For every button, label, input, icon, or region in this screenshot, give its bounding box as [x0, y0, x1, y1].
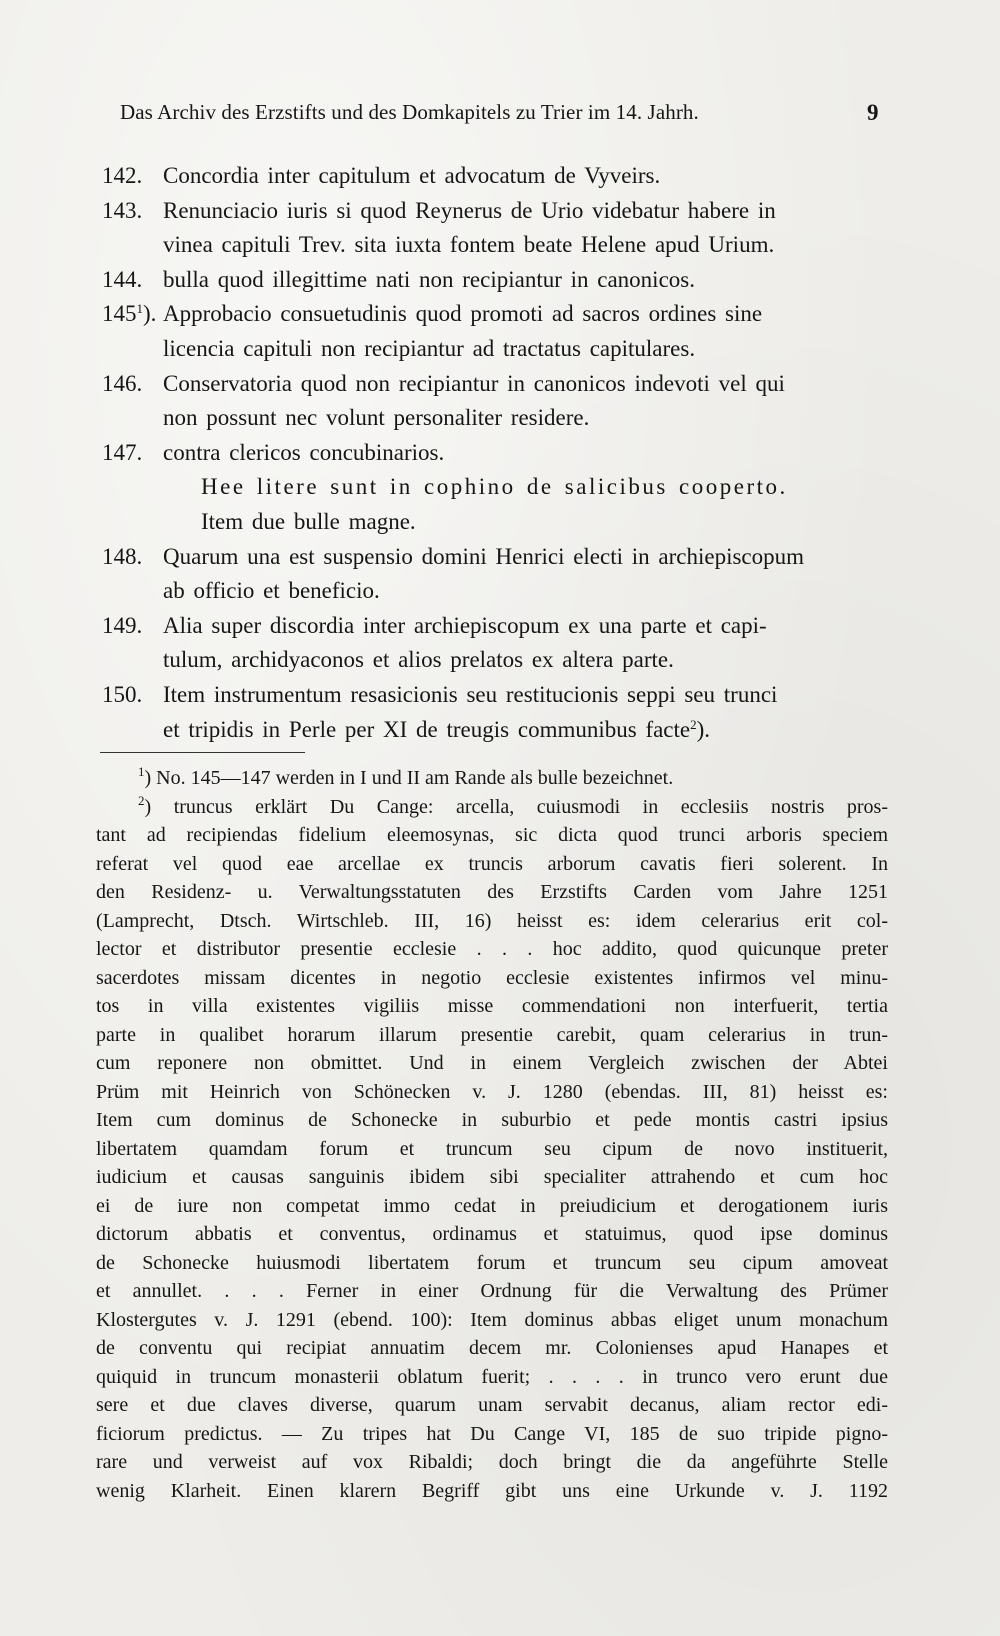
running-head-title: Das Archiv des Erzstifts und des Domkapitels zu Trier im 14. Jahrh. [120, 100, 699, 124]
entry-149-cont [102, 643, 892, 678]
footnote-text: truncus erklärt Du Cange: arcella, cuiusmodi in ecclesiis nostris pros- [173, 795, 888, 818]
entry-150-cont [102, 713, 892, 748]
entry-text: Alia super discordia inter archiepiscopum ex una parte et capi- [163, 612, 767, 638]
footnote-line: tant ad recipiendas fidelium eleemosynas, sic dicta quod trunci arboris speciem [96, 824, 888, 846]
entry-number [102, 297, 156, 332]
entry-text: Conservatoria quod non recipiantur in canonicos indevoti vel qui [163, 370, 785, 396]
footnote-line: de conventu qui recipiat annuatim decem mr. Colonienses apud Hanapes et [96, 1337, 888, 1359]
entry-text [163, 713, 710, 748]
entry-146-cont [102, 401, 892, 436]
note-text: Hee litere sunt in cophino de salicibus cooperto. [201, 474, 788, 500]
entry-number: 143. [102, 197, 143, 223]
entry-148-cont [102, 574, 892, 609]
entry-number: 147. [102, 439, 143, 465]
entry-number: 142. [102, 163, 143, 188]
entry-text-suffix: ). [696, 716, 711, 742]
footnote-line: referat vel quod eae arcellae ex truncis arborum cavatis fieri solerent. In [96, 852, 888, 875]
entry-text-main: et tripidis in Perle per XI de treugis communibus facte [163, 716, 691, 742]
entry-number: 150. [102, 681, 143, 707]
entry-142 [102, 159, 892, 194]
note-text: Item due bulle magne. [201, 508, 416, 534]
footnote-line: iudicium et causas sanguinis ibidem sibi specialiter attrahendo et cum hoc [96, 1166, 888, 1188]
footnote-line: dictorum abbatis et conventus, ordinamus et statuimus, quod ipse dominus [96, 1223, 888, 1245]
entry-145-cont [102, 332, 892, 367]
entry-text: Item instrumentum resasicionis seu restitucionis seppi seu trunci [163, 681, 778, 707]
page-number: 9 [867, 100, 879, 125]
entry-text: tulum, archidyaconos et alios prelatos ex altera parte. [163, 647, 674, 673]
footnote-separator [100, 752, 305, 753]
footnote-line: tos in villa existentes vigiliis misse commendationi non interfuerit, tertia [96, 995, 888, 1017]
entry-text: Concordia inter capitulum et advocatum de Vyveirs. [163, 163, 661, 188]
entry-text: bulla quod illegittime nati non recipiantur in canonicos. [163, 266, 695, 292]
footnote-line: den Residenz- u. Verwaltungsstatuten des Erzstifts Carden vom Jahre 1251 [96, 881, 888, 903]
footnote-line: wenig Klarheit. Einen klarern Begriff gibt uns eine Urkunde v. J. 1192 [96, 1479, 888, 1502]
footnote-ref[interactable]: 2 [690, 716, 697, 732]
entry-text: vinea capituli Trev. sita iuxta fontem beate Helene apud Urium. [163, 232, 775, 258]
footnote-line: (Lamprecht, Dtsch. Wirtschleb. III, 16) heisst es: idem celerarius erit col- [96, 909, 888, 932]
footnote-marker-paren: ) [144, 767, 157, 789]
entry-text: non possunt nec volunt personaliter residere. [163, 405, 590, 431]
entry-147 [102, 436, 892, 471]
entry-text: ab officio et beneficio. [163, 578, 380, 604]
footnote-marker-paren: ) [144, 795, 174, 818]
entry-number-value: 145 [102, 301, 137, 327]
footnote-line: Prüm mit Heinrich von Schönecken v. J. 1280 (ebendas. III, 81) heisst es: [96, 1080, 888, 1103]
footnote-line: libertatem quamdam forum et truncum seu cipum de novo instituerit, [96, 1137, 888, 1160]
entry-146 [102, 367, 892, 402]
footnote-marker: 1 [138, 764, 145, 779]
entry-number: 149. [102, 612, 143, 638]
footnote-line: sacerdotes missam dicentes in negotio ecclesie existentes infirmos vel minu- [96, 966, 888, 989]
entry-143 [102, 194, 892, 229]
entry-145 [102, 297, 892, 332]
entry-number: 146. [102, 370, 143, 396]
footnote-line: Item cum dominus de Schonecke in suburbio et pede montis castri ipsius [96, 1109, 888, 1131]
footnote-line: rare und verweist auf vox Ribaldi; doch bringt die da angeführte Stelle [96, 1451, 888, 1473]
container-note [102, 470, 892, 505]
entry-150 [102, 678, 892, 713]
entry-number-suffix: ). [143, 301, 157, 327]
footnote-text: No. 145—147 werden in I und II am Rande als bulle bezeichnet. [156, 767, 674, 789]
entry-text: Approbacio consuetudinis quod promoti ad sacros ordines sine [163, 301, 763, 327]
entry-number: 148. [102, 543, 143, 569]
entry-text: Renunciacio iuris si quod Reynerus de Urio videbatur habere in [163, 197, 776, 223]
footnote-line: ei de iure non competat immo cedat in preiudicium et derogationem iuris [96, 1194, 888, 1217]
entry-text: Quarum una est suspensio domini Henrici electi in archiepiscopum [163, 543, 805, 569]
footnote-line: et annullet. . . . Ferner in einer Ordnung für die Verwaltung des Prümer [96, 1280, 888, 1302]
entry-text: contra clericos concubinarios. [163, 439, 445, 465]
footnote-ref[interactable]: 1 [136, 301, 143, 317]
footnote-2 [96, 793, 888, 822]
footnote-marker: 2 [138, 792, 145, 808]
entry-144 [102, 263, 892, 298]
footnote-line: ficiorum predictus. — Zu tripes hat Du Cange VI, 185 de suo tripide pigno- [96, 1422, 888, 1445]
footnote-line: quiquid in truncum monasterii oblatum fuerit; . . . . in trunco vero erunt due [96, 1365, 888, 1388]
running-head [120, 100, 890, 125]
entry-148 [102, 540, 892, 575]
footnotes [96, 764, 888, 1505]
entry-text: licencia capituli non recipiantur ad tractatus capitulares. [163, 335, 696, 361]
footnote-line: Klostergutes v. J. 1291 (ebend. 100): Item dominus abbas eliget unum monachum [96, 1308, 888, 1331]
footnote-line: cum reponere non obmittet. Und in einem Vergleich zwischen der Abtei [96, 1052, 888, 1074]
container-note-cont [102, 505, 892, 540]
entry-149 [102, 609, 892, 644]
entry-number: 144. [102, 266, 143, 292]
footnote-line: sere et due claves diverse, quarum unam servabit decanus, aliam rector edi- [96, 1394, 888, 1416]
footnote-line: de Schonecke huiusmodi libertatem forum et truncum seu cipum amoveat [96, 1251, 888, 1274]
footnote-1 [96, 764, 888, 793]
footnote-line: parte in qualibet horarum illarum presentie carebit, quam celerarius in trun- [96, 1023, 888, 1046]
footnote-line: lector et distributor presentie ecclesie . . . hoc addito, quod quicunque preter [96, 938, 888, 960]
entry-143-cont [102, 228, 892, 263]
inventory-entries [102, 159, 892, 747]
